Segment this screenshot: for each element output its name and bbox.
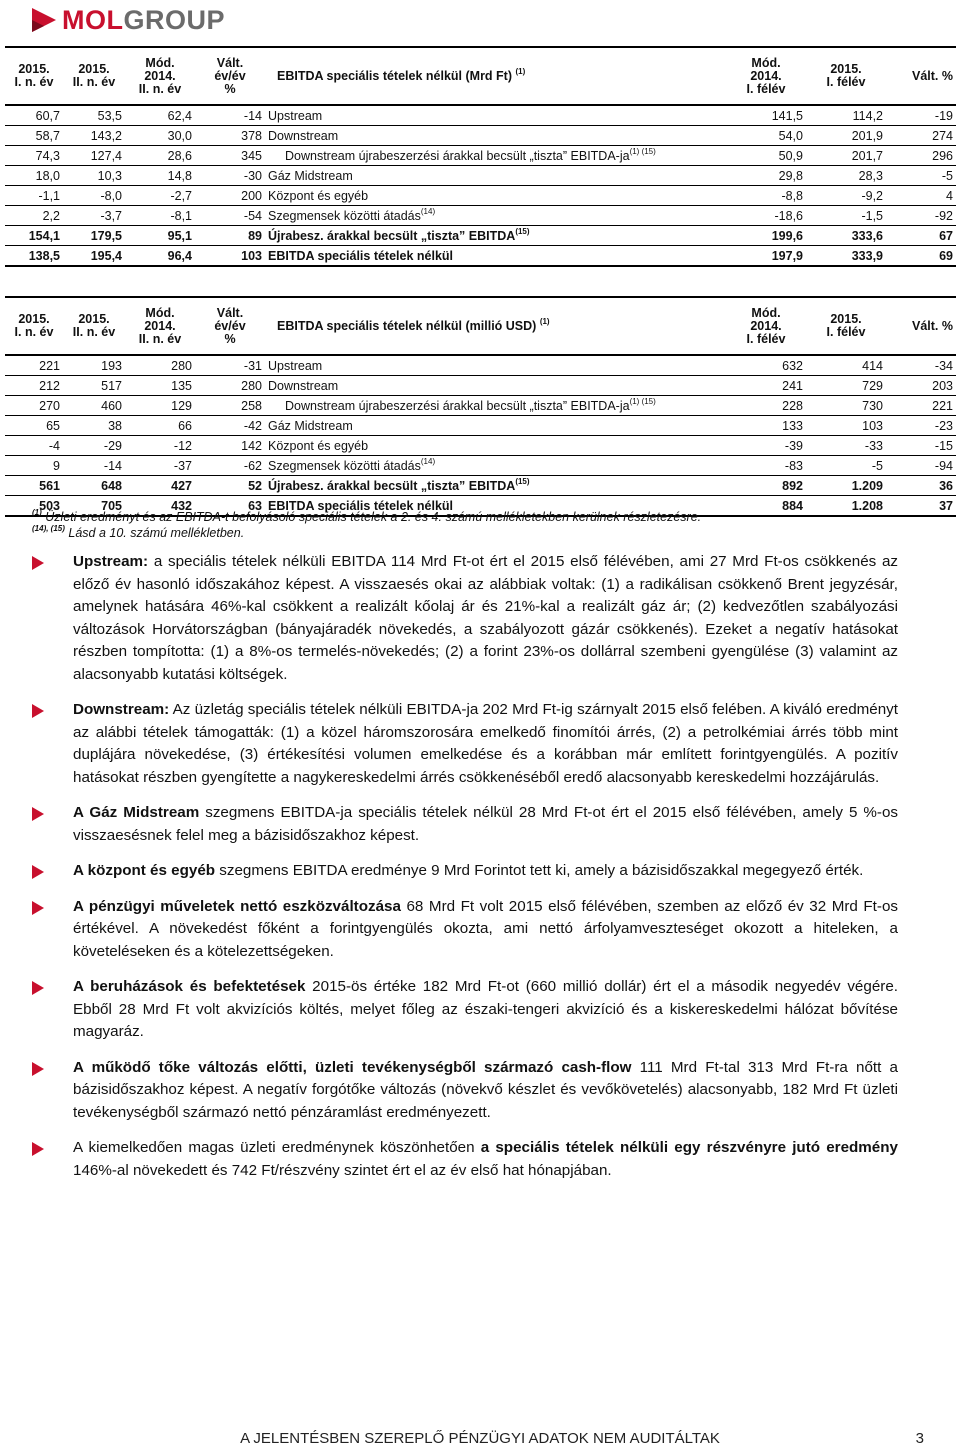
table-cell: 258 (195, 396, 265, 416)
row-label: Upstream (265, 355, 726, 376)
table-cell: 1.209 (806, 476, 886, 496)
table-cell: 274 (886, 126, 956, 146)
table-cell: 9 (5, 456, 63, 476)
table-cell: 280 (195, 376, 265, 396)
table-cell: -94 (886, 456, 956, 476)
row-label: Downstream (265, 126, 726, 146)
table-row (5, 146, 956, 166)
row-label: Központ és egyéb (265, 186, 726, 206)
bullet-item (32, 699, 898, 789)
table-row (5, 246, 956, 267)
table-cell: 201,9 (806, 126, 886, 146)
table-row (5, 186, 956, 206)
table-cell: 345 (195, 146, 265, 166)
row-label: Downstream (265, 376, 726, 396)
footnote: $^{(1)}$ Üzleti eredményt és az EBITDA-t befolyásoló speciális tételek a 2. és 4. számú mellékletekben kerülnek részletezésre. (32, 508, 702, 524)
col-header-2015-h1: 2015. I. félév (806, 297, 886, 355)
table-cell: 460 (63, 396, 125, 416)
col-header-change-yoy: Vált. év/év % (195, 47, 265, 105)
table-cell: 729 (806, 376, 886, 396)
table-cell: -4 (5, 436, 63, 456)
table-cell: 203 (886, 376, 956, 396)
row-label: Gáz Midstream (265, 166, 726, 186)
row-label: Központ és egyéb (265, 436, 726, 456)
table-cell: 28,3 (806, 166, 886, 186)
table-cell: 632 (726, 355, 806, 376)
bullet-text: A kiemelkedően magas üzleti eredménynek köszönhetően a speciális tételek nélküli egy részvényre jutó eredmény 146%-al növekedett és 742 Ft/részvény szintet ért el az év első hat hónapjában. (73, 1139, 898, 1179)
row-label: EBITDA speciális tételek nélkül (265, 246, 726, 267)
bullet-item (32, 860, 898, 883)
table-header-row (5, 297, 956, 355)
table-cell: 18,0 (5, 166, 63, 186)
commentary-bullets (32, 551, 898, 1195)
table-cell: 648 (63, 476, 125, 496)
row-label: Downstream újrabeszerzési árakkal becsült „tiszta” EBITDA-$ja^{(1) (15)}$ (265, 396, 726, 416)
table-cell: 517 (63, 376, 125, 396)
table-header-row (5, 47, 956, 105)
table-row (5, 476, 956, 496)
table-cell: 193 (63, 355, 125, 376)
bullet-item (32, 802, 898, 847)
row-label: EBITDA speciális tételek nélkül (265, 496, 726, 517)
table-cell: 69 (886, 246, 956, 267)
table-cell: 503 (5, 496, 63, 517)
table-row (5, 416, 956, 436)
table-cell: 333,9 (806, 246, 886, 267)
table-cell: 427 (125, 476, 195, 496)
mol-group-logo (30, 4, 225, 36)
table-cell: 135 (125, 376, 195, 396)
table-cell: 30,0 (125, 126, 195, 146)
table-row (5, 376, 956, 396)
table-cell: -62 (195, 456, 265, 476)
table-cell: -5 (806, 456, 886, 476)
table-cell: 141,5 (726, 105, 806, 126)
table-cell: -5 (886, 166, 956, 186)
table-cell: 129 (125, 396, 195, 416)
table-cell: -34 (886, 355, 956, 376)
table-cell: -92 (886, 206, 956, 226)
triangle-bullet-icon (32, 865, 44, 879)
col-header-2015-q1: 2015. I. n. év (5, 297, 63, 355)
table-row (5, 105, 956, 126)
bullet-item (32, 976, 898, 1044)
table-cell: -12 (125, 436, 195, 456)
table-title: EBITDA speciális tételek nélkül (Mrd Ft) $^{(1)}$ (265, 47, 726, 105)
table-cell: -8,1 (125, 206, 195, 226)
ebitda-table-huf (5, 46, 956, 267)
col-header-change-pct: Vált. % (886, 297, 956, 355)
table-cell: 892 (726, 476, 806, 496)
table-cell: 66 (125, 416, 195, 436)
table-cell: -29 (63, 436, 125, 456)
table-cell: 179,5 (63, 226, 125, 246)
triangle-bullet-icon (32, 901, 44, 915)
triangle-bullet-icon (32, 1142, 44, 1156)
table-cell: 241 (726, 376, 806, 396)
table-cell: 60,7 (5, 105, 63, 126)
table-cell: 4 (886, 186, 956, 206)
row-label: Szegmensek közötti átadás$^{(14)}$ (265, 456, 726, 476)
bullet-text: Downstream: Az üzletág speciális tételek nélküli EBITDA-ja 202 Mrd Ft-ig szárnyalt 2015 első felében. A kiváló eredményt az alábbi tételek támogatták: (1) a közel háromszorosára emelkedő finomítói árrés, (2) a petrolkémiai árrés több mint duplájára növekedése, (3) értékesítési volumen emelkedése és a korábban már említett forintgyengülés. A pozitív hatásokat részben gyengítette a nagykereskedelmi árrés csökkenéséből eredő alacsonyabb kereskedelmi hozzájárulás. (73, 701, 898, 786)
bullet-text: A központ és egyéb szegmens EBITDA eredménye 9 Mrd Forintot tett ki, amely a bázisidőszakkal megegyező érték. (73, 862, 864, 879)
table-cell: 50,9 (726, 146, 806, 166)
table-cell: 89 (195, 226, 265, 246)
col-header-change-pct: Vált. % (886, 47, 956, 105)
table-cell: 270 (5, 396, 63, 416)
table-cell: 705 (63, 496, 125, 517)
table-cell: -30 (195, 166, 265, 186)
table-cell: 96,4 (125, 246, 195, 267)
row-label: Gáz Midstream (265, 416, 726, 436)
col-header-2015-q1: 2015. I. n. év (5, 47, 63, 105)
table-cell: -8,8 (726, 186, 806, 206)
table-cell: 884 (726, 496, 806, 517)
table-cell: -37 (125, 456, 195, 476)
table-cell: 200 (195, 186, 265, 206)
table-cell: -8,0 (63, 186, 125, 206)
table-cell: 10,3 (63, 166, 125, 186)
table-cell: -42 (195, 416, 265, 436)
table-cell: 333,6 (806, 226, 886, 246)
table-cell: -33 (806, 436, 886, 456)
table-title: EBITDA speciális tételek nélkül (millió USD) $^{(1)}$ (265, 297, 726, 355)
table-cell: 37 (886, 496, 956, 517)
table-cell: 199,6 (726, 226, 806, 246)
table-cell: 378 (195, 126, 265, 146)
bullet-text: A beruházások és befektetések 2015-ös értéke 182 Mrd Ft-ot (660 millió dollár) ért el a második negyedév végére. Ebből 28 Mrd Ft volt akvizíciós költés, melyet főleg az északi-tengeri akvizíció és a kiskereskedelmi hálózat bővítése magyaráz. (73, 978, 898, 1040)
col-header-2014-q2: Mód. 2014. II. n. év (125, 297, 195, 355)
table-cell: 221 (5, 355, 63, 376)
col-header-2015-q2: 2015. II. n. év (63, 47, 125, 105)
table-row (5, 126, 956, 146)
col-header-2014-h1: Mód. 2014. I. félév (726, 47, 806, 105)
table-cell: 29,8 (726, 166, 806, 186)
table-cell: 54,0 (726, 126, 806, 146)
row-label: Upstream (265, 105, 726, 126)
col-header-2015-h1: 2015. I. félév (806, 47, 886, 105)
table-cell: 138,5 (5, 246, 63, 267)
bullet-text: A működő tőke változás előtti, üzleti tevékenységből származó cash-flow 111 Mrd Ft-tal 313 Mrd Ft-ra nőtt a bázisidőszakhoz képest. A negatív forgótőke változás (növekvő készlet és vevőkövetelés) alacsonyabb, 182 Mrd Ft üzleti tevékenységből származó nettó pénzáramlást eredményezett. (73, 1058, 898, 1121)
table-cell: 195,4 (63, 246, 125, 267)
table-cell: 212 (5, 376, 63, 396)
mol-logo-icon (30, 6, 58, 34)
table-cell: 228 (726, 396, 806, 416)
bullet-item (32, 896, 898, 964)
table-footnotes (32, 509, 701, 541)
table-cell: 58,7 (5, 126, 63, 146)
logo-wordmark: MOLGROUP (62, 4, 226, 35)
table-cell: 103 (806, 416, 886, 436)
table-cell: -9,2 (806, 186, 886, 206)
table-cell: 133 (726, 416, 806, 436)
bullet-text: Upstream: a speciális tételek nélküli EBITDA 114 Mrd Ft-ot ért el 2015 első félévében, ami 27 Mrd Ft-os csökkenés az előző év hasonló időszakához képest. A visszaesés okai az alábbiak voltak: (1) a radikálisan csökkenő Brent jegyzésár, amelynek hatására 46%-kal csökkent a realizált kőolaj ár és 21%-kal a realizált gáz ár; (2) kedvezőtlen szabályozási változások Horvátországban (bányajáradék növekedés, a szabályozott gázár csökkenés). Ezeket a negatív hatásokat részben tompította: (1) a 8%-os termelés-növekedés; (2) a forint 23%-os dollárral szembeni gyengülése (3) valamint az alacsonyabb kutatási költségek. (73, 553, 898, 683)
table-cell: 38 (63, 416, 125, 436)
bullet-item (32, 1137, 898, 1182)
table-cell: 143,2 (63, 126, 125, 146)
table-row (5, 436, 956, 456)
table-cell: 114,2 (806, 105, 886, 126)
table-cell: -1,5 (806, 206, 886, 226)
col-header-2014-q2: Mód. 2014. II. n. év (125, 47, 195, 105)
triangle-bullet-icon (32, 1062, 44, 1076)
bullet-text: A Gáz Midstream szegmens EBITDA-ja speciális tételek nélkül 28 Mrd Ft-ot ért el 2015 első félévében, amely 5 %-os visszaesésnek felel meg a bázisidőszakhoz képest. (73, 804, 898, 844)
col-header-2015-q2: 2015. II. n. év (63, 297, 125, 355)
table-row (5, 355, 956, 376)
table-cell: 36 (886, 476, 956, 496)
triangle-bullet-icon (32, 556, 44, 570)
table-cell: -18,6 (726, 206, 806, 226)
footer-disclaimer: A JELENTÉSBEN SZEREPLŐ PÉNZÜGYI ADATOK NEM AUDITÁLTAK (240, 1430, 720, 1447)
table-cell: -14 (195, 105, 265, 126)
table-cell: 63 (195, 496, 265, 517)
table-cell: 221 (886, 396, 956, 416)
triangle-bullet-icon (32, 807, 44, 821)
table-cell: 201,7 (806, 146, 886, 166)
table-cell: 103 (195, 246, 265, 267)
bullet-item (32, 551, 898, 686)
triangle-bullet-icon (32, 981, 44, 995)
table-cell: 62,4 (125, 105, 195, 126)
table-cell: -2,7 (125, 186, 195, 206)
table-cell: 197,9 (726, 246, 806, 267)
table-cell: -15 (886, 436, 956, 456)
table-cell: 296 (886, 146, 956, 166)
table-cell: 432 (125, 496, 195, 517)
table-cell: 127,4 (63, 146, 125, 166)
table-cell: -23 (886, 416, 956, 436)
table-cell: -54 (195, 206, 265, 226)
col-header-2014-h1: Mód. 2014. I. félév (726, 297, 806, 355)
table-cell: 2,2 (5, 206, 63, 226)
table-cell: 280 (125, 355, 195, 376)
table-cell: 52 (195, 476, 265, 496)
table-cell: -19 (886, 105, 956, 126)
col-header-change-yoy: Vált. év/év % (195, 297, 265, 355)
table-cell: -31 (195, 355, 265, 376)
triangle-bullet-icon (32, 704, 44, 718)
table-cell: -39 (726, 436, 806, 456)
table-row (5, 166, 956, 186)
table-row (5, 456, 956, 476)
table-cell: 65 (5, 416, 63, 436)
table-cell: 561 (5, 476, 63, 496)
table-cell: -14 (63, 456, 125, 476)
table-row (5, 226, 956, 246)
table-cell: -3,7 (63, 206, 125, 226)
table-row (5, 206, 956, 226)
page-number: 3 (915, 1430, 924, 1447)
table-cell: 67 (886, 226, 956, 246)
row-label: Downstream újrabeszerzési árakkal becsült „tiszta” EBITDA-$ja^{(1) (15)}$ (265, 146, 726, 166)
table-cell: 142 (195, 436, 265, 456)
bullet-text: A pénzügyi műveletek nettó eszközváltozása 68 Mrd Ft volt 2015 első félévében, szemben az előző év 32 Mrd Ft-os értékével. A növekedést főként a forintgyengülés okozta, ami nettó árfolyamveszteséget okozott a hiteleken, a követeléseken és a kötelezettségeken. (73, 897, 898, 960)
ebitda-table-usd (5, 296, 956, 517)
table-cell: -1,1 (5, 186, 63, 206)
table-cell: 1.208 (806, 496, 886, 517)
table-row (5, 396, 956, 416)
table-cell: 414 (806, 355, 886, 376)
table-cell: 74,3 (5, 146, 63, 166)
row-label: Szegmensek közötti átadás$^{(14)}$ (265, 206, 726, 226)
table-cell: 53,5 (63, 105, 125, 126)
table-cell: -83 (726, 456, 806, 476)
table-cell: 28,6 (125, 146, 195, 166)
table-cell: 14,8 (125, 166, 195, 186)
row-label: Újrabesz. árakkal becsült „tiszta” EBITDA$^{(15)}$ (265, 476, 726, 496)
table-cell: 95,1 (125, 226, 195, 246)
table-cell: 154,1 (5, 226, 63, 246)
bullet-item (32, 1057, 898, 1125)
table-cell: 730 (806, 396, 886, 416)
row-label: Újrabesz. árakkal becsült „tiszta” EBITDA$^{(15)}$ (265, 226, 726, 246)
footnote: $^{(14), (15)}$ Lásd a 10. számú mellékletben. (32, 524, 245, 540)
